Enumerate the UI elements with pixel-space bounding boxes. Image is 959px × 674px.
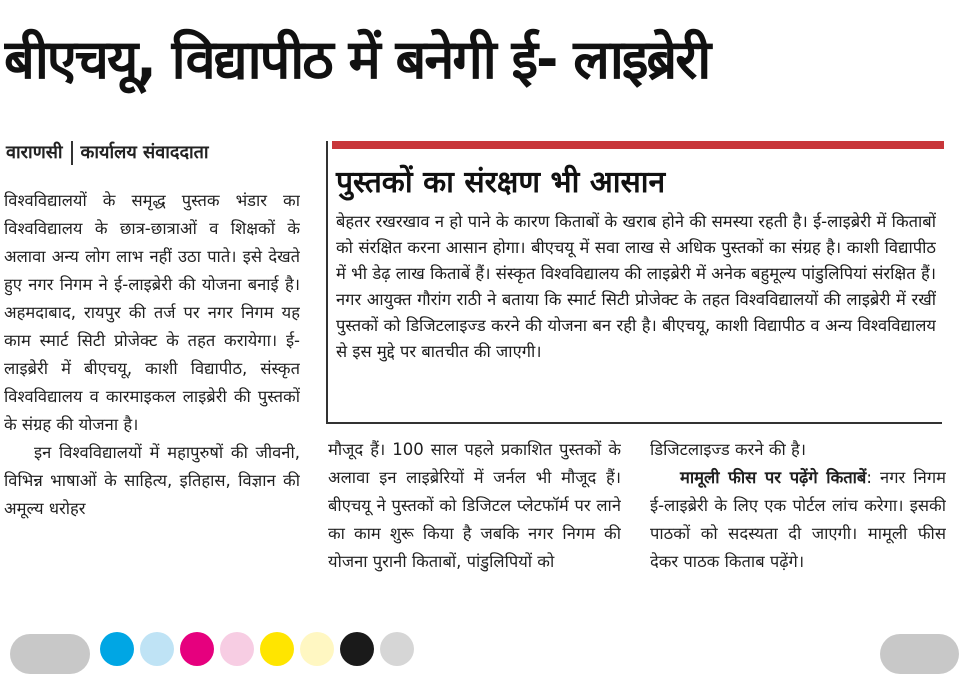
byline bbox=[6, 136, 326, 170]
registration-dot bbox=[300, 632, 334, 666]
article-column-1 bbox=[4, 187, 300, 619]
registration-dot bbox=[140, 632, 174, 666]
byline-city: वाराणसी bbox=[6, 142, 63, 163]
registration-dot bbox=[260, 632, 294, 666]
registration-dot bbox=[340, 632, 374, 666]
registration-dot bbox=[380, 632, 414, 666]
registration-dot bbox=[220, 632, 254, 666]
paragraph bbox=[650, 464, 946, 576]
byline-reporter: कार्यालय संवाददाता bbox=[80, 142, 209, 163]
paragraph: डिजिटलाइज्ड करने की है। bbox=[650, 440, 807, 459]
registration-dot bbox=[180, 632, 214, 666]
paragraph: विश्वविद्यालयों के समृद्ध पुस्तक भंडार का विश्वविद्यालय के छात्र-छात्राओं व शिक्षकों के अलावा अन्य लोग लाभ नहीं उठा पाते। इसे देखते हुए नगर निगम ने ई-लाइब्रेरी की योजना बनाई है। अहमदाबाद, रायपुर की तर्ज पर नगर निगम यह काम स्मार्ट सिटी प्रोजेक्ट के तहत करायेगा। ई-लाइब्रेरी में बीएचयू, काशी विद्यापीठ, संस्कृत विश्वविद्यालय व कारमाइकल लाइब्रेरी की पुस्तकों के संग्रह की योजना है। bbox=[4, 191, 300, 434]
article-column-2 bbox=[328, 436, 621, 622]
box-bottom-rule bbox=[326, 422, 942, 424]
box-left-rule bbox=[326, 141, 328, 424]
headline: बीएचयू, विद्यापीठ में बनेगी ई- लाइब्रेरी bbox=[4, 28, 710, 91]
edge-shadow bbox=[10, 634, 90, 674]
byline-divider bbox=[71, 141, 73, 165]
subheading-text: : नगर निगम ई-लाइब्रेरी के लिए एक पोर्टल लांच करेगा। इसकी पाठकों को सदस्यता दी जाएगी। मामूली फीस देकर पाठक किताब पढ़ेंगे। bbox=[650, 468, 946, 571]
subheading: मामूली फीस पर पढ़ेंगे किताबें bbox=[680, 468, 867, 487]
box-heading: पुस्तकों का संरक्षण भी आसान bbox=[336, 165, 666, 200]
registration-dot bbox=[100, 632, 134, 666]
box-accent-bar bbox=[332, 141, 944, 149]
sidebar-box bbox=[326, 141, 942, 424]
article-column-3 bbox=[650, 436, 946, 622]
box-body: बेहतर रखरखाव न हो पाने के कारण किताबों के खराब होने की समस्या रहती है। ई-लाइब्रेरी में किताबों को संरक्षित करना आसान होगा। बीएचयू में सवा लाख से अधिक पुस्तकों का संग्रह है। काशी विद्यापीठ में भी डेढ़ लाख किताबें हैं। संस्कृत विश्वविद्यालय की लाइब्रेरी में अनेक बहुमूल्य पांडुलिपियां संरक्षित हैं। नगर आयुक्त गौरांग राठी ने बताया कि स्मार्ट सिटी प्रोजेक्ट के तहत विश्वविद्यालयों की लाइब्रेरी में रखीं पुस्तकों को डिजिटलाइज्ड करने की योजना बन रही है। बीएचयू, काशी विद्यापीठ व अन्य विश्वविद्यालय से इस मुद्दे पर बातचीत की जाएगी। bbox=[336, 212, 936, 361]
paragraph: मौजूद हैं। 100 साल पहले प्रकाशित पुस्तकों के अलावा इन लाइब्रेरियों में जर्नल भी मौजूद हैं। बीएचयू ने पुस्तकों को डिजिटल प्लेटफॉर्म पर लाने का काम शुरू किया है जबकि नगर निगम की योजना पुरानी किताबों, पांडुलिपियों को bbox=[328, 440, 621, 571]
edge-shadow bbox=[880, 634, 959, 674]
paragraph: इन विश्वविद्यालयों में महापुरुषों की जीवनी, विभिन्न भाषाओं के साहित्य, इतिहास, विज्ञान की अमूल्य धरोहर bbox=[4, 443, 300, 518]
